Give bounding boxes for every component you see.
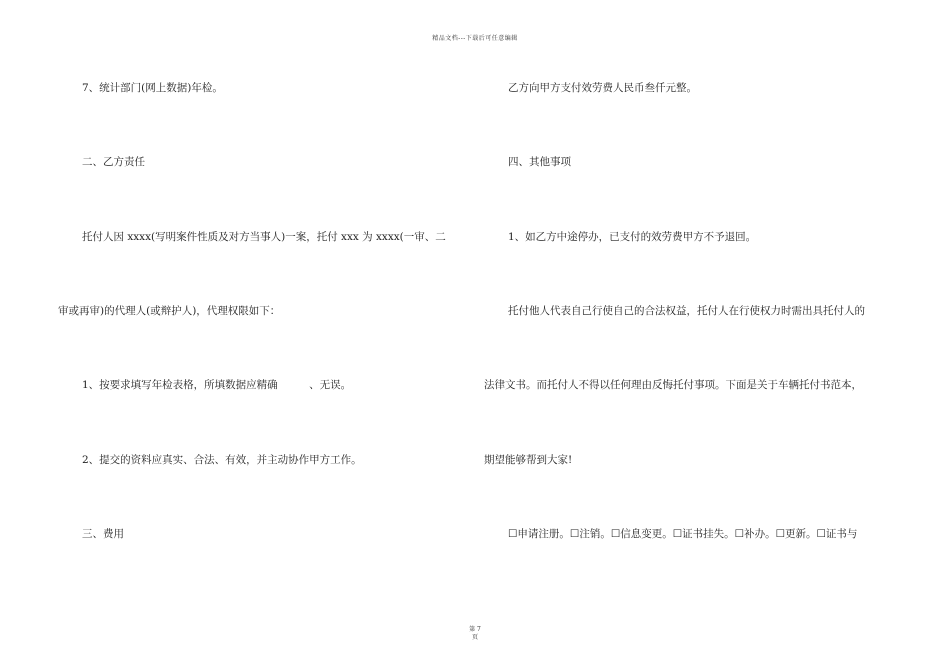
page-header: 精品文档---下载后可任意编辑 (432, 35, 518, 42)
right-line-1: 乙方向甲方支付效劳费人民币叁仟元整。 (508, 82, 697, 94)
right-line-6: 期望能够帮到大家! (484, 454, 573, 466)
right-line-5: 法律文书。而托付人不得以任何理由反悔托付事项。下面是关于车辆托付书范本， (484, 379, 862, 391)
left-line-4: 审或再审)的代理人(或辩护人)，代理权限如下： (58, 305, 281, 317)
page-number-line-1: 第 7 (469, 626, 481, 633)
left-line-5: 1、按要求填写年检表格，所填数据应精确 、无误。 (82, 379, 352, 391)
right-heading-other-matters: 四、其他事项 (508, 156, 571, 168)
left-heading-fees: 三、费用 (82, 528, 124, 540)
left-line-1: 7、统计部门(网上数据)年检。 (82, 82, 223, 94)
page-number (465, 626, 485, 642)
right-line-3: 1、如乙方中途停办，已支付的效劳费甲方不予退回。 (508, 231, 757, 243)
left-heading-party-b-duties: 二、乙方责任 (82, 156, 145, 168)
left-line-6: 2、提交的资料应真实、合法、有效，并主动协作甲方工作。 (82, 454, 362, 466)
left-line-3: 托付人因 xxxx(写明案件性质及对方当事人)一案，托付 xxx 为 xxxx(一审、二 (82, 231, 446, 243)
page-number-line-2: 页 (471, 634, 478, 641)
right-checkbox-options-line: ☐申请注册。☐注销。☐信息变更。☐证书挂失。☐补办。☐更新。☐证书与 (508, 528, 858, 540)
right-line-4: 托付他人代表自己行使自己的合法权益，托付人在行使权力时需出具托付人的 (508, 305, 865, 317)
